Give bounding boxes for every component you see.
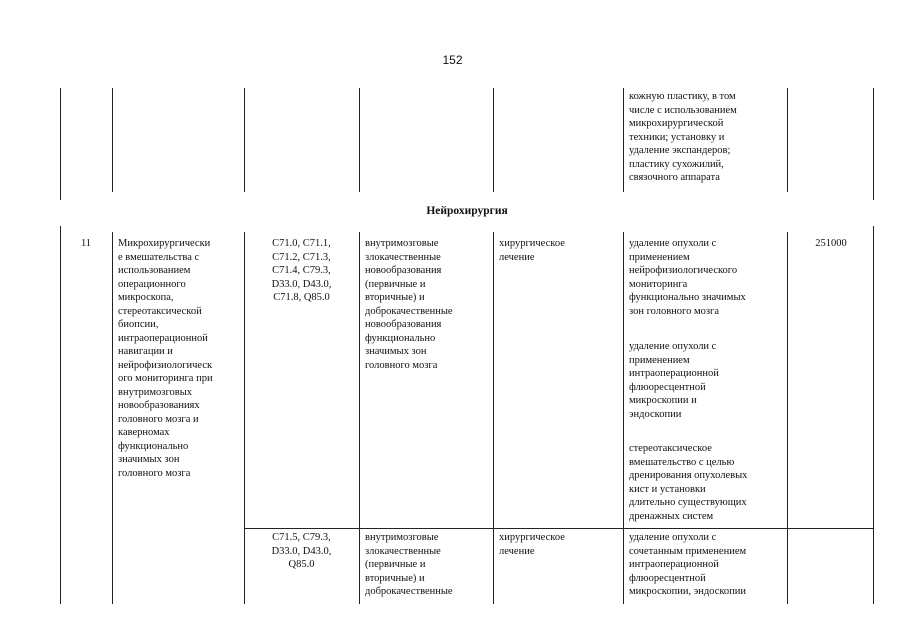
column-divider — [244, 88, 245, 192]
patient-model: внутримозговые злокачественные (первичные и вторичные) и доброкачественные — [365, 532, 453, 597]
row-number: 11 — [80, 238, 92, 249]
section-title: Нейрохирургия — [426, 205, 508, 217]
column-divider — [623, 88, 624, 192]
table-border-left — [60, 226, 61, 604]
column-divider — [493, 232, 494, 604]
column-divider — [112, 88, 113, 192]
table-border-left — [60, 88, 61, 200]
treatment-type: хирургическое лечение — [499, 532, 565, 557]
table-border-right — [873, 226, 874, 604]
icd-codes: C71.5, C79.3, D33.0, D43.0, Q85.0 — [271, 532, 332, 570]
treatment-method: удаление опухоли с применением нейрофизиологического мониторинга функционально значимых зон головного мозга — [629, 238, 746, 317]
column-divider — [493, 88, 494, 192]
treatment-method: удаление опухоли с применением интраоперационной флюоресцентной микроскопии и эндоскопии — [629, 341, 719, 420]
treatment-method: удаление опухоли с сочетанным применением интраоперационной флюоресцентной микроскопии, эндоскопии — [629, 532, 747, 597]
column-divider — [359, 88, 360, 192]
column-divider — [623, 232, 624, 604]
group-divider — [244, 528, 873, 529]
icd-codes: C71.0, C71.1, C71.2, C71.3, C71.4, C79.3, D33.0, D43.0, C71.8, Q85.0 — [271, 238, 332, 303]
table-border-right — [873, 88, 874, 200]
continuation-method-text: кожную пластику, в том числе с использованием микрохирургической техники; установку и удаление экспандеров; пластику сухожилий, связочного аппарата — [629, 91, 737, 183]
column-divider — [359, 232, 360, 604]
patient-model: внутримозговые злокачественные новообразования (первичные и вторичные) и доброкачественные новообразования функционально значимых зон головного мозга — [365, 238, 453, 371]
price: 251000 — [815, 238, 847, 249]
profile-description: Микрохирургически е вмешательства с использованием операционного микроскопа, стереотаксической биопсии, интраоперационной навигации и нейрофизиологическ ого мониторинга при внутримозговых новообразованиях головного мозга и каверномах функционально значимых зон головного мозга — [118, 238, 213, 479]
column-divider — [787, 88, 788, 192]
treatment-method: стереотаксическое вмешательство с целью дренирования опухолевых кист и установки длительно существующих дренажных систем — [629, 443, 748, 522]
column-divider — [112, 232, 113, 604]
page-number: 152 — [442, 53, 463, 67]
treatment-type: хирургическое лечение — [499, 238, 565, 263]
column-divider — [787, 232, 788, 604]
